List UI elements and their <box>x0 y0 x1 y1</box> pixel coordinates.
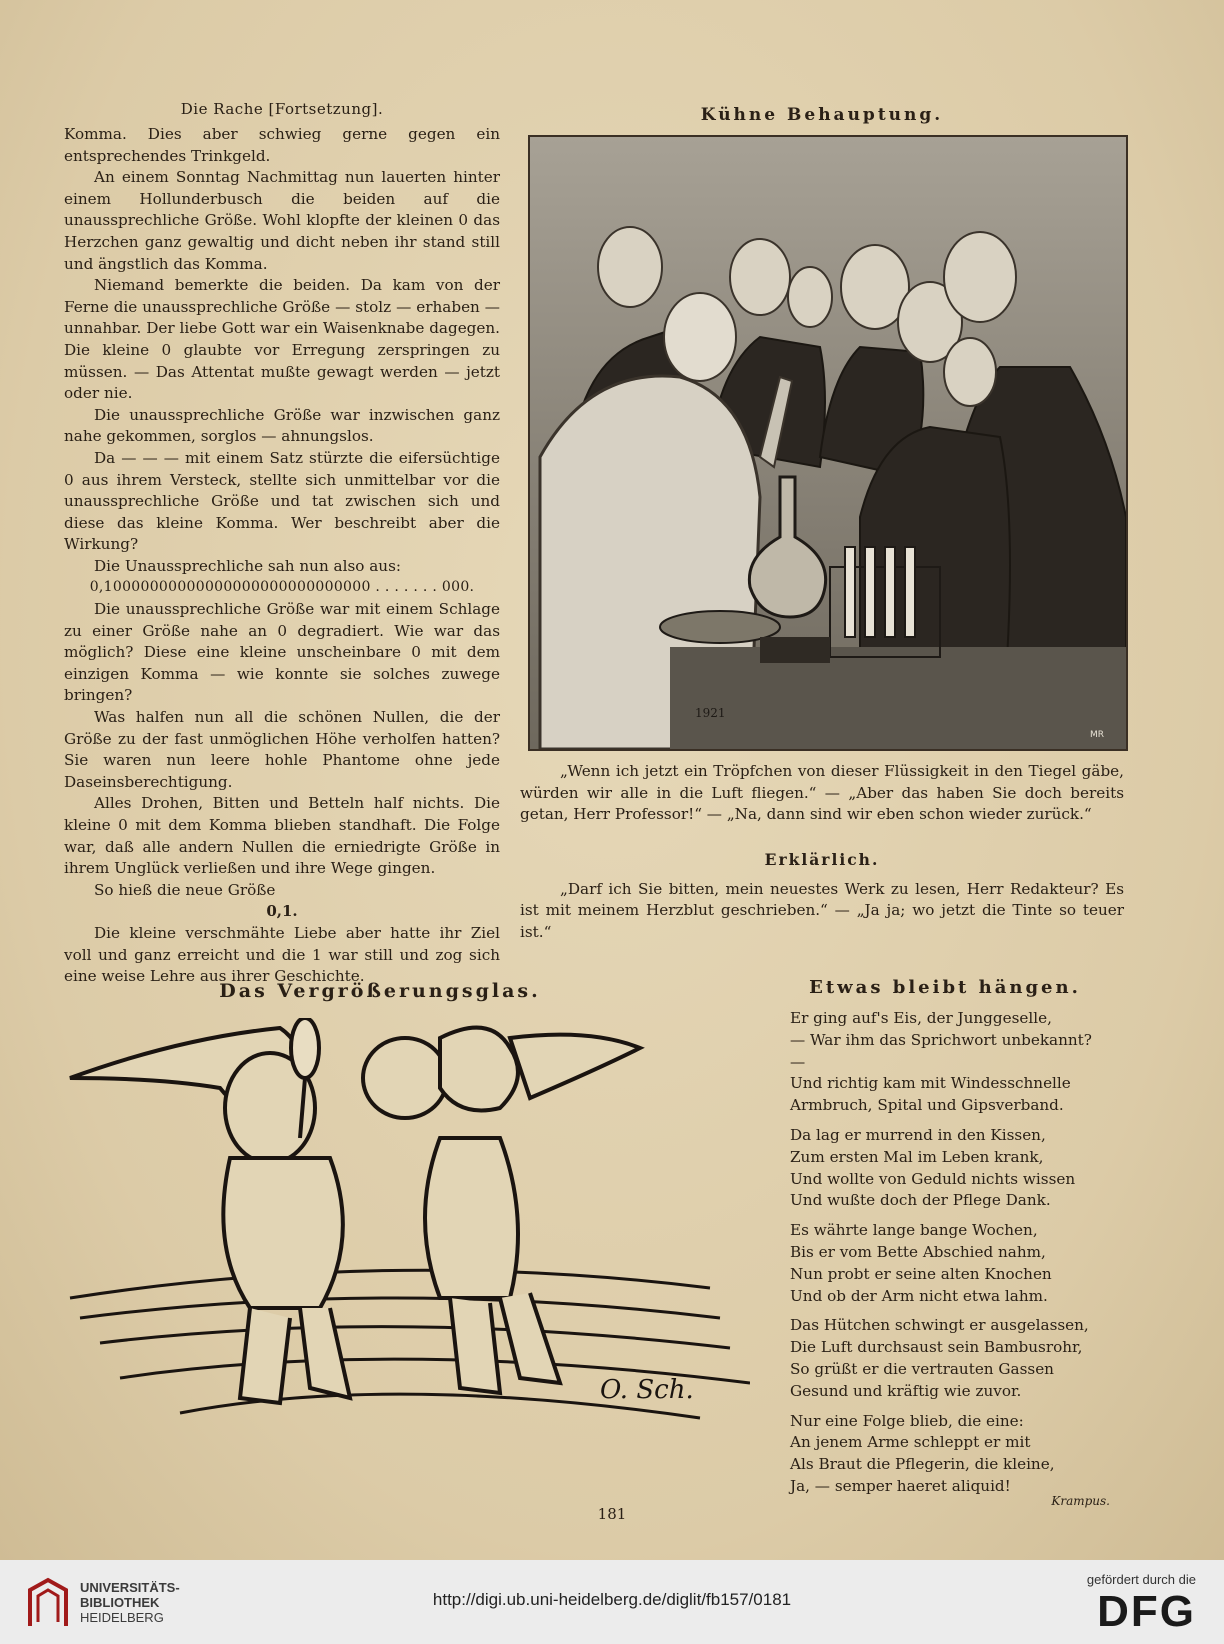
joke-column <box>520 105 1124 944</box>
poem-line: Die Luft durchsaust sein Bambusrohr, <box>790 1338 1083 1357</box>
page-number: 181 <box>597 1505 627 1523</box>
funded-by-label: gefördert durch die <box>1086 1572 1196 1587</box>
viewer-footer <box>0 1560 1224 1644</box>
new-value: 0,1. <box>266 902 298 921</box>
poem-line: Und wußte doch der Pflege Dank. <box>790 1191 1051 1210</box>
story-paragraph: Die kleine verschmähte Liebe aber hatte ihr Ziel voll und ganz erreicht und die 1 war still und zog sich eine weise Lehre aus ihrer Geschichte. <box>64 923 500 986</box>
poem-line: Gesund und kräftig wie zuvor. <box>790 1381 1022 1400</box>
story-heading: Die Rache [Fortsetzung]. <box>180 100 384 118</box>
poem-line: Nun probt er seine alten Knochen <box>790 1264 1052 1283</box>
story-paragraph: Niemand bemerkte die beiden. Da kam von der Ferne die unaussprechliche Größe — stolz — erhaben — unnahbar. Der liebe Gott war ein Waisenknabe dagegen. Die kleine 0 glaubte vor Erregung zerspringen zu müssen. — Das Attentat mußte gewagt werden — jetzt oder nie. <box>64 276 500 403</box>
poem-stanza <box>790 1008 1110 1117</box>
story-paragraph: Die unaussprechliche Größe war inzwischen ganz nahe gekommen, sorglos — ahnungslos. <box>64 405 500 446</box>
story-paragraphs-c <box>64 923 500 988</box>
erklaerlich-title: Erklärlich. <box>764 849 880 869</box>
poem-line: Bis er vom Bette Abschied nahm, <box>790 1242 1046 1261</box>
left-gnome <box>70 1028 350 1403</box>
story-paragraph: Die Unaussprechliche sah nun also aus: <box>94 556 401 575</box>
story-paragraph: Alles Drohen, Bitten und Betteln half nichts. Die kleine 0 mit dem Komma blieben standhaft. Die Folge war, daß alle andern Nullen die erniedrigte Größe in ihrem Unglück verließen und ihre Wege gingen. <box>64 794 500 878</box>
poem-line: Da lag er murrend in den Kissen, <box>790 1125 1046 1144</box>
story-paragraph: Komma. Dies aber schwieg gerne gegen ein entsprechendes Trinkgeld. <box>64 125 500 165</box>
story-paragraph: Was halfen nun all die schönen Nullen, die der Größe zu der fast unmöglichen Höhe verholfen hatten? Sie waren nun leere hohle Phantome ohne jede Daseinsberechtigung. <box>64 708 500 791</box>
poem-stanza <box>790 1315 1110 1402</box>
story-paragraph: Die unaussprechliche Größe war mit einem Schlage zu einer Größe nahe an 0 degradiert. Wie war das möglich? Diese eine kleine unscheinbare 0 mit dem einzigen Komma — wie konnte sie solches zuwege bringen? <box>64 600 500 705</box>
magnifying-glass-cartoon <box>60 1018 750 1443</box>
story-paragraph: An einem Sonntag Nachmittag nun lauerten hinter einem Hollunderbusch die beiden auf die unaussprechliche Größe. Wohl klopfte der kleinen 0 das Herzchen ganz gewaltig und dicht neben ihr stand still und ängstlich das Komma. <box>64 168 500 273</box>
poem-stanza <box>790 1220 1110 1307</box>
joke-title: Kühne Behauptung. <box>700 105 944 125</box>
illustration-mark: MR <box>1090 730 1105 740</box>
poem-line: So grüßt er die vertrauten Gassen <box>790 1359 1054 1378</box>
cartoon-title: Das Vergrößerungsglas. <box>219 980 541 1002</box>
poem-section <box>780 977 1110 1506</box>
poem-line: Das Hütchen schwingt er ausgelassen, <box>790 1316 1089 1335</box>
poem-stanza <box>790 1125 1110 1212</box>
poem-stanzas <box>780 1008 1110 1498</box>
poem-line: — War ihm das Sprichwort unbekannt? — <box>790 1030 1092 1071</box>
poem-line: Armbruch, Spital und Gipsverband. <box>790 1096 1064 1115</box>
poem-line: Und richtig kam mit Windesschnelle <box>790 1074 1071 1093</box>
cartoon-signature: O. Sch. <box>600 1375 694 1405</box>
poem-line: An jenem Arme schleppt er mit <box>790 1433 1031 1452</box>
erklaerlich-text: „Darf ich Sie bitten, mein neuestes Werk zu lesen, Herr Redakteur? Es ist mit meinem Herzblut geschrieben.“ — „Ja ja; wo jetzt die Tinte so teuer ist.“ <box>520 879 1124 941</box>
illustration-signature: 1921 <box>695 706 726 720</box>
poem-line: Nur eine Folge blieb, die eine: <box>790 1411 1024 1430</box>
poem-author: Krampus. <box>1051 1493 1110 1508</box>
poem-line: Und ob der Arm nicht etwa lahm. <box>790 1286 1048 1305</box>
poem-line: Als Braut die Pflegerin, die kleine, <box>790 1455 1055 1474</box>
story-paragraph: So hieß die neue Größe <box>94 880 276 899</box>
library-line-2: BIBLIOTHEK <box>80 1595 160 1610</box>
story-paragraphs-b <box>64 599 500 901</box>
poem-stanza <box>790 1411 1110 1498</box>
poem-line: Ja, — semper haeret aliquid! <box>790 1476 1011 1495</box>
laboratory-drawing <box>530 137 1126 749</box>
laboratory-illustration <box>528 135 1128 751</box>
story-paragraph: Da — — — mit einem Satz stürzte die eifersüchtige 0 aus ihrem Versteck, stellte sich unmittelbar vor die unaussprechliche Größe und tat zwischen sich und diese das kleine Komma. Wer beschreibt aber die Wirkung? <box>64 448 500 554</box>
poem-title: Etwas bleibt hängen. <box>809 977 1081 998</box>
joke-caption: „Wenn ich jetzt ein Tröpfchen von dieser Flüssigkeit in den Tiegel gäbe, würden wir alle in die Luft fliegen.“ — „Aber das haben Sie doch bereits getan, Herr Professor!“ — „Na, dann sind wir eben schon wieder zurück.“ <box>520 762 1124 824</box>
document-url-link[interactable]: http://digi.ub.uni-heidelberg.de/diglit/fb157/0181 <box>432 1590 792 1609</box>
library-line-3: HEIDELBERG <box>80 1610 164 1625</box>
poem-line: Und wollte von Geduld nichts wissen <box>790 1169 1076 1188</box>
gnomes-drawing <box>60 1018 750 1443</box>
library-line-1: UNIVERSITÄTS- <box>80 1580 180 1595</box>
right-gnome <box>363 1028 640 1393</box>
poem-line: Er ging auf's Eis, der Junggeselle, <box>790 1009 1052 1027</box>
formula-line: 0,10000000000000000000000000000 . . . . . . . 000. <box>89 579 475 596</box>
story-paragraphs-a <box>64 124 500 577</box>
poem-line: Zum ersten Mal im Leben krank, <box>790 1147 1044 1166</box>
dfg-logo[interactable]: DFG <box>1097 1587 1196 1636</box>
story-column <box>64 100 500 988</box>
poem-line: Es währte lange bange Wochen, <box>790 1221 1038 1240</box>
